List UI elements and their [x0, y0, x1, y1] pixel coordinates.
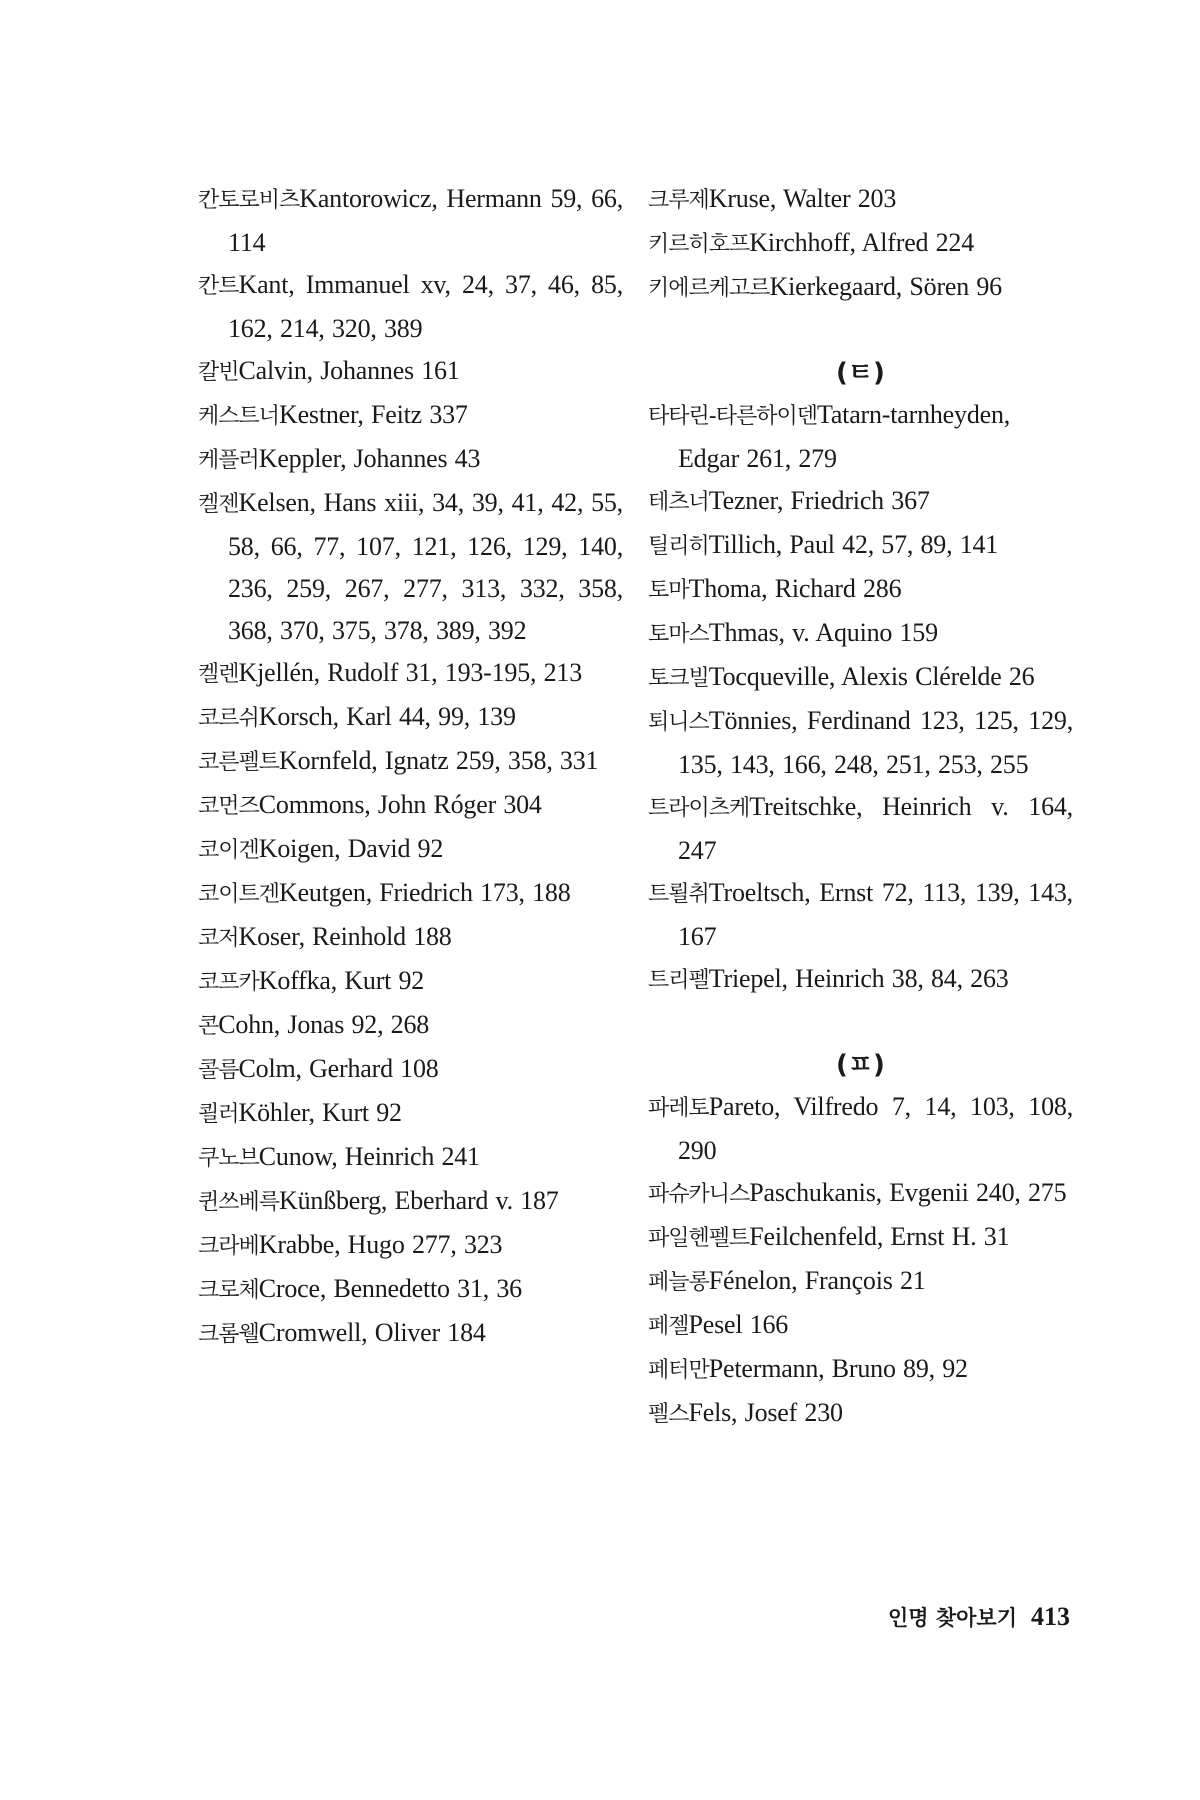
entry-text: Pesel 166: [688, 1310, 789, 1339]
index-column-right: [648, 178, 1073, 1436]
entry-text: Kjellén, Rudolf 31, 193-195, 213: [238, 658, 583, 687]
entry-korean-name: 칼빈: [198, 360, 239, 385]
entry-korean-name: 크로체: [198, 1278, 259, 1303]
entry-korean-name: 코저: [198, 926, 239, 951]
entry-korean-name: 콘: [198, 1014, 219, 1039]
entry-korean-name: 페터만: [648, 1358, 709, 1383]
entry-korean-name: 키르히호프: [648, 232, 750, 257]
entry-korean-name: 퇴니스: [648, 710, 709, 735]
index-entry: [198, 960, 623, 1004]
entry-korean-name: 케스트너: [198, 404, 280, 429]
entry-text: Koffka, Kurt 92: [258, 966, 425, 995]
entry-text: Cromwell, Oliver 184: [258, 1318, 486, 1347]
entry-text: Keppler, Johannes 43: [258, 444, 481, 473]
index-entry: [648, 524, 1073, 568]
entry-text: Thoma, Richard 286: [688, 574, 902, 603]
entry-text: Paschukanis, Evgenii 240, 275: [749, 1178, 1067, 1207]
entry-korean-name: 토마스: [648, 622, 709, 647]
index-entry: [648, 786, 1073, 872]
entry-text: Treitschke, Heinrich v. 164, 247: [678, 792, 1073, 865]
index-entry: [648, 872, 1073, 958]
entry-text: Petermann, Bruno 89, 92: [708, 1354, 968, 1383]
entry-korean-name: 코프카: [198, 970, 259, 995]
index-entry: [198, 1224, 623, 1268]
index-entry: [648, 700, 1073, 786]
index-entry: [198, 784, 623, 828]
index-entry: [648, 480, 1073, 524]
entry-text: Tezner, Friedrich 367: [708, 486, 930, 515]
entry-korean-name: 키에르케고르: [648, 276, 770, 301]
entry-korean-name: 크라베: [198, 1234, 259, 1259]
index-entry: [198, 264, 623, 350]
index-entry: [198, 350, 623, 394]
entry-text: Krabbe, Hugo 277, 323: [258, 1230, 503, 1259]
footer-label: 인명 찾아보기: [887, 1606, 1017, 1630]
index-entry: [648, 178, 1073, 222]
index-entry: [198, 178, 623, 264]
entry-korean-name: 코르쉬: [198, 706, 259, 731]
entry-korean-name: 토크빌: [648, 666, 709, 691]
index-entry: [648, 1392, 1073, 1436]
entry-text: Thmas, v. Aquino 159: [708, 618, 938, 647]
page-number: 413: [1031, 1602, 1070, 1631]
index-entry: [648, 1086, 1073, 1172]
index-entry: [648, 1260, 1073, 1304]
entry-text: Pareto, Vilfredo 7, 14, 103, 108, 290: [678, 1092, 1073, 1165]
index-column-left: [198, 178, 623, 1356]
entry-text: Feilchenfeld, Ernst H. 31: [749, 1222, 1010, 1251]
entry-korean-name: 코이트겐: [198, 882, 280, 907]
index-entry: [648, 1172, 1073, 1216]
index-entry: [198, 1180, 623, 1224]
entry-text: Calvin, Johannes 161: [238, 356, 460, 385]
index-entry: [648, 1304, 1073, 1348]
index-entry: [198, 394, 623, 438]
entry-text: Korsch, Karl 44, 99, 139: [258, 702, 516, 731]
entry-korean-name: 쾰러: [198, 1102, 239, 1127]
entry-korean-name: 타타린-타른하이덴: [648, 404, 817, 429]
entry-text: Commons, John Róger 304: [258, 790, 542, 819]
index-entry: [198, 482, 623, 652]
entry-text: Tönnies, Ferdinand 123, 125, 129, 135, 143, 166, 248, 251, 253, 255: [678, 706, 1073, 779]
entry-text: Kornfeld, Ignatz 259, 358, 331: [279, 746, 599, 775]
section-header-p: (ㅍ): [836, 1050, 885, 1080]
index-entry: [198, 652, 623, 696]
entry-text: Köhler, Kurt 92: [238, 1098, 402, 1127]
entry-korean-name: 크롬웰: [198, 1322, 259, 1347]
entry-text: Koser, Reinhold 188: [238, 922, 452, 951]
index-entry: [198, 916, 623, 960]
index-entry: [648, 1348, 1073, 1392]
index-entry: [198, 696, 623, 740]
entry-text: Kantorowicz, Hermann 59, 66, 114: [228, 184, 623, 257]
entry-text: Kestner, Feitz 337: [279, 400, 468, 429]
entry-text: Kierkegaard, Sören 96: [769, 272, 1002, 301]
entry-korean-name: 테츠너: [648, 490, 709, 515]
entry-text: Tatarn-tarnheyden, Edgar 261, 279: [678, 400, 1011, 473]
entry-text: Tocqueville, Alexis Clérelde 26: [708, 662, 1035, 691]
index-entry: [198, 1004, 623, 1048]
index-group-t: [648, 394, 1073, 1002]
index-entry: [648, 1216, 1073, 1260]
entry-korean-name: 페젤: [648, 1314, 689, 1339]
entry-korean-name: 트리펠: [648, 968, 709, 993]
page-footer: [888, 1602, 1070, 1632]
index-entry: [198, 1268, 623, 1312]
index-entry: [648, 394, 1073, 480]
index-entry: [198, 438, 623, 482]
entry-text: Kelsen, Hans xiii, 34, 39, 41, 42, 55, 58, 66, 77, 107, 121, 126, 129, 140, 236, 259, 267, 277, 313, 332, 358, 368, 370, 375, 378, 389, 392: [228, 488, 623, 645]
index-entry: [648, 222, 1073, 266]
entry-text: Cohn, Jonas 92, 268: [218, 1010, 430, 1039]
index-entry: [648, 958, 1073, 1002]
index-entry: [648, 568, 1073, 612]
entry-korean-name: 파레토: [648, 1096, 709, 1121]
index-entry: [198, 872, 623, 916]
entry-text: Colm, Gerhard 108: [238, 1054, 439, 1083]
index-entry: [198, 1092, 623, 1136]
index-group-k-continued: [648, 178, 1073, 310]
entry-korean-name: 트라이츠케: [648, 796, 750, 821]
entry-text: Fénelon, François 21: [708, 1266, 926, 1295]
entry-korean-name: 토마: [648, 578, 689, 603]
entry-korean-name: 파슈카니스: [648, 1182, 750, 1207]
entry-text: Künßberg, Eberhard v. 187: [279, 1186, 559, 1215]
index-entry: [198, 1048, 623, 1092]
entry-korean-name: 파일헨펠트: [648, 1226, 750, 1251]
entry-text: Fels, Josef 230: [688, 1398, 843, 1427]
entry-text: Kirchhoff, Alfred 224: [749, 228, 975, 257]
entry-korean-name: 켈젠: [198, 492, 239, 517]
entry-korean-name: 칸트: [198, 274, 239, 299]
index-entry: [648, 656, 1073, 700]
entry-korean-name: 코른펠트: [198, 750, 280, 775]
index-entry: [648, 612, 1073, 656]
section-header-t: (ㅌ): [836, 358, 885, 388]
entry-korean-name: 쿠노브: [198, 1146, 259, 1171]
entry-text: Keutgen, Friedrich 173, 188: [279, 878, 571, 907]
entry-text: Cunow, Heinrich 241: [258, 1142, 480, 1171]
index-entry: [198, 740, 623, 784]
index-group-p: [648, 1086, 1073, 1436]
entry-text: Kant, Immanuel xv, 24, 37, 46, 85, 162, 214, 320, 389: [228, 270, 623, 343]
entry-korean-name: 트뢸취: [648, 882, 709, 907]
entry-korean-name: 크루제: [648, 188, 709, 213]
index-entry: [198, 1312, 623, 1356]
entry-korean-name: 틸리히: [648, 534, 709, 559]
index-entry: [648, 266, 1073, 310]
entry-text: Triepel, Heinrich 38, 84, 263: [708, 964, 1009, 993]
entry-text: Troeltsch, Ernst 72, 113, 139, 143, 167: [678, 878, 1073, 951]
entry-korean-name: 코먼즈: [198, 794, 259, 819]
entry-korean-name: 퀸쓰베륵: [198, 1190, 280, 1215]
entry-korean-name: 코이겐: [198, 838, 259, 863]
entry-text: Koigen, David 92: [258, 834, 444, 863]
entry-korean-name: 켈렌: [198, 662, 239, 687]
entry-korean-name: 케플러: [198, 448, 259, 473]
entry-korean-name: 칸토로비츠: [198, 188, 300, 213]
index-entry: [198, 1136, 623, 1180]
entry-text: Kruse, Walter 203: [708, 184, 897, 213]
index-entry: [198, 828, 623, 872]
entry-korean-name: 콜름: [198, 1058, 239, 1083]
entry-korean-name: 페늘롱: [648, 1270, 709, 1295]
entry-korean-name: 펠스: [648, 1402, 689, 1427]
entry-text: Croce, Bennedetto 31, 36: [258, 1274, 522, 1303]
entry-text: Tillich, Paul 42, 57, 89, 141: [708, 530, 999, 559]
